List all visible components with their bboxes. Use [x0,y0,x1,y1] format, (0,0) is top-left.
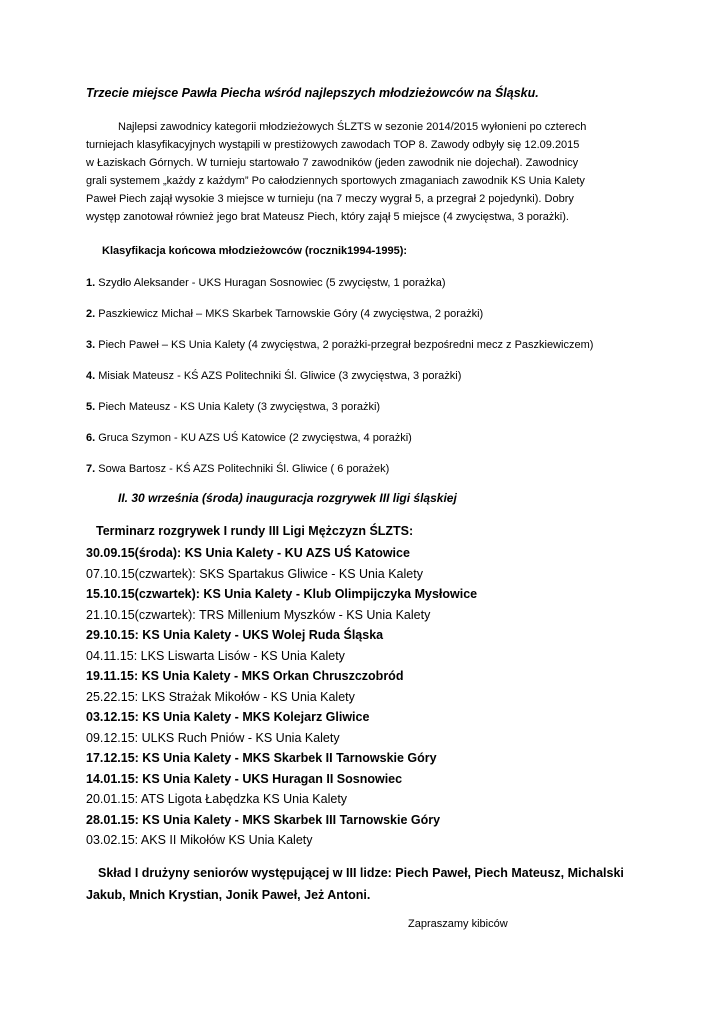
ranking-item [86,306,642,337]
classification-heading: Klasyfikacja końcowa młodzieżowców (rocznik1994-1995): [102,245,408,257]
fixture-row: 28.01.15: KS Unia Kalety - MKS Skarbek III Tarnowskie Góry [86,812,441,827]
rank-text: Misiak Mateusz - KŚ AZS Politechniki Śl. Gliwice (3 zwycięstwa, 3 porażki) [98,370,462,382]
squad-line: Jakub, Mnich Krystian, Jonik Paweł, Jeż Antoni. [86,888,371,902]
fixture-row: 03.12.15: KS Unia Kalety - MKS Kolejarz Gliwice [86,710,370,724]
ranking-item [86,461,642,492]
rank-text: Szydło Aleksander - UKS Huragan Sosnowiec (5 zwycięstw, 1 porażka) [98,277,446,289]
fixture-row: 17.12.15: KS Unia Kalety - MKS Skarbek II Tarnowskie Góry [86,751,437,765]
fixture-row: 04.11.15: LKS Liswarta Lisów - KS Unia Kalety [86,648,345,663]
article-title: Trzecie miejsce Pawła Piecha wśród najlepszych młodzieżowców na Śląsku. [86,86,539,100]
squad-paragraph [86,862,642,906]
ranking-item [86,368,642,399]
ranking-item [86,275,642,306]
fixture-row: 29.10.15: KS Unia Kalety - UKS Wolej Ruda Śląska [86,628,384,642]
ranking-item [86,337,642,368]
intro-line: w Łaziskach Górnych. W turnieju startowało 7 zawodników (jeden zawodnik nie dojechał). Zawodnicy [86,157,579,169]
fixture-list [86,543,642,851]
rank-number: 2. [86,308,96,320]
rank-number: 3. [86,339,96,351]
fixture-row: 03.02.15: AKS II Mikołów KS Unia Kalety [86,833,313,847]
rank-number: 1. [86,277,96,289]
intro-line: Paweł Piech zajął wysokie 3 miejsce w turnieju (na 7 meczy wygrał 5, a przegrał 2 pojedynki). Dobry [86,193,574,205]
fixture-row: 19.11.15: KS Unia Kalety - MKS Orkan Chruszczobród [86,669,404,683]
rank-number: 7. [86,463,96,475]
fixture-row: 09.12.15: ULKS Ruch Pniów - KS Unia Kalety [86,730,340,745]
ranking-item [86,430,642,461]
intro-line: występ zanotował również jego brat Mateusz Piech, który zajął 5 miejsce (4 zwycięstwa, 3 porażki). [86,211,569,223]
fixture-row: 21.10.15(czwartek): TRS Millenium Myszków - KS Unia Kalety [86,607,431,622]
ranking-item [86,399,642,430]
schedule-heading: Terminarz rozgrywek I rundy III Ligi Mężczyzn ŚLZTS: [96,524,414,538]
rank-number: 5. [86,401,96,413]
intro-line: turniejach klasyfikacyjnych wystąpili w prestiżowych zawodach TOP 8. Zawody odbyły się 12.09.2015 [86,139,580,151]
intro-paragraph [86,118,642,226]
league-heading: II. 30 września (środa) inauguracja rozgrywek III ligi śląskiej [118,491,457,505]
squad-line: Skład I drużyny seniorów występującej w III lidze: Piech Paweł, Piech Mateusz, Michalski [98,866,624,880]
rank-text: Piech Mateusz - KS Unia Kalety (3 zwycięstwa, 3 porażki) [98,401,381,413]
fixture-row: 15.10.15(czwartek): KS Unia Kalety - Klub Olimpijczyka Mysłowice [86,587,478,601]
fixture-row: 30.09.15(środa): KS Unia Kalety - KU AZS UŚ Katowice [86,546,410,560]
fixture-row: 14.01.15: KS Unia Kalety - UKS Huragan II Sosnowiec [86,771,403,786]
ranking-list [86,275,642,492]
fixture-row: 25.22.15: LKS Strażak Mikołów - KS Unia Kalety [86,689,355,704]
rank-text: Sowa Bartosz - KŚ AZS Politechniki Śl. Gliwice ( 6 porażek) [98,463,390,475]
rank-text: Gruca Szymon - KU AZS UŚ Katowice (2 zwycięstwa, 4 porażki) [98,432,412,444]
rank-number: 6. [86,432,96,444]
rank-text: Piech Paweł – KS Unia Kalety (4 zwycięstwa, 2 porażki-przegrał bezpośredni mecz z Paszkiewiczem) [98,339,594,351]
fixture-row: 20.01.15: ATS Ligota Łabędzka KS Unia Kalety [86,792,348,806]
closing-text: Zapraszamy kibiców [408,918,508,930]
fixture-row: 07.10.15(czwartek): SKS Spartakus Gliwice - KS Unia Kalety [86,566,423,581]
rank-text: Paszkiewicz Michał – MKS Skarbek Tarnowskie Góry (4 zwycięstwa, 2 porażki) [98,308,484,320]
intro-line: Najlepsi zawodnicy kategorii młodzieżowych ŚLZTS w sezonie 2014/2015 wyłonieni po czterech [118,121,587,133]
rank-number: 4. [86,370,96,382]
intro-line: grali systemem „każdy z każdym” Po całodziennych sportowych zmaganiach zawodnik KS Unia Kalety [86,175,585,187]
